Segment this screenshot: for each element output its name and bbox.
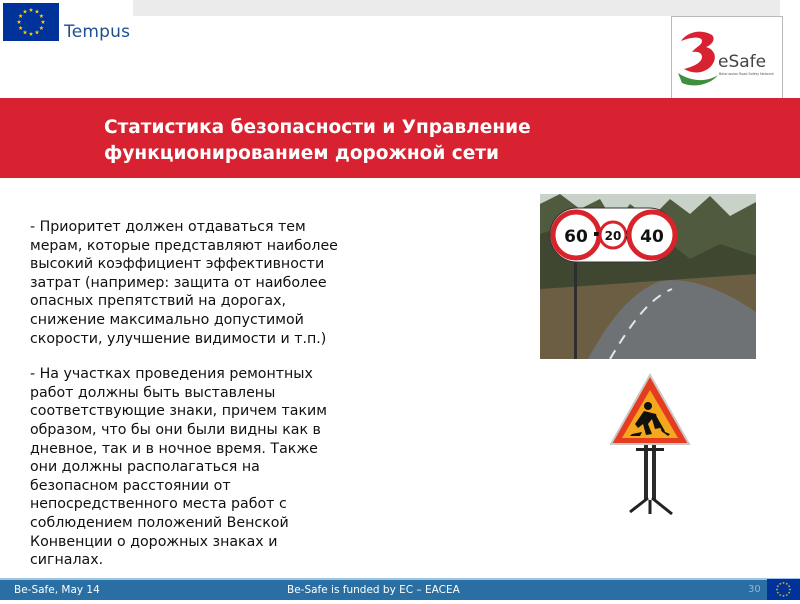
body-text <box>30 218 390 570</box>
eu-star-icon <box>788 585 790 587</box>
speed-sign-40-label: 40 <box>640 227 664 247</box>
text-line: мерам, которые представляют наиболее <box>30 237 338 254</box>
esafe-swoosh <box>678 73 718 85</box>
eu-star-icon <box>788 591 790 593</box>
text-line: соблюдением положений Венской <box>30 514 289 531</box>
eu-star-icon <box>777 591 779 593</box>
text-line: образом, что бы они были видны как в <box>30 421 321 438</box>
text-line: сигналах. <box>30 552 104 569</box>
road-photo <box>540 194 756 359</box>
footer-date: Be-Safe, May 14 <box>14 584 100 596</box>
eu-star-icon <box>18 26 22 30</box>
text-line: безопасном расстоянии от <box>30 477 231 494</box>
slide-title <box>104 115 664 167</box>
top-gray-bar <box>133 0 780 16</box>
road-photo-image <box>540 194 756 359</box>
eu-star-icon <box>18 14 22 18</box>
esafe-logo-graphic <box>672 17 782 99</box>
eu-star-icon <box>23 30 27 34</box>
text-line: затрат (например: защита от наиболее <box>30 274 327 291</box>
footer-eu-stars-icon <box>767 579 800 600</box>
roadworks-sign-icon <box>600 372 700 518</box>
eu-star-icon <box>782 582 784 584</box>
footer-eu-flag <box>767 579 800 600</box>
eu-star-icon <box>776 588 778 590</box>
tempus-logo-text: Tempus <box>64 22 131 42</box>
speed-sign-20-label: 20 <box>604 229 622 243</box>
paragraph-roadworks <box>30 365 390 570</box>
eu-star-icon <box>29 32 33 36</box>
roadworks-sign <box>600 372 700 518</box>
page-number: 30 <box>748 584 761 595</box>
esafe-subtitle: Belarussian Road Safety Network <box>719 72 774 76</box>
text-line: скорости, улучшение видимости и т.п.) <box>30 330 327 347</box>
eu-stars-icon <box>3 3 59 41</box>
eu-star-icon <box>35 9 39 13</box>
eu-star-icon <box>23 9 27 13</box>
eu-star-icon <box>789 588 791 590</box>
slide-title-line-1: Статистика безопасности и Управление <box>104 117 531 138</box>
eu-star-icon <box>17 20 21 24</box>
text-line: опасных препятствий на дорогах, <box>30 293 287 310</box>
paragraph-gap <box>30 348 390 365</box>
esafe-b-shape <box>681 32 715 73</box>
text-line: непосредственного места работ с <box>30 496 287 513</box>
footer-funding: Be-Safe is funded by EC – EACEA <box>287 584 460 596</box>
text-line: Конвенции о дорожных знаках и <box>30 533 278 550</box>
slide-title-line-2: функционированием дорожной сети <box>104 143 499 164</box>
text-line: - На участках проведения ремонтных <box>30 366 313 383</box>
eu-star-icon <box>35 30 39 34</box>
eu-star-icon <box>779 594 781 596</box>
eu-star-icon <box>29 8 33 12</box>
speed-sign-60-label: 60 <box>564 227 588 247</box>
eu-star-icon <box>39 14 43 18</box>
text-line: они должны располагаться на <box>30 459 260 476</box>
eu-star-icon <box>39 26 43 30</box>
text-line: снижение максимально допустимой <box>30 311 304 328</box>
footer-bar <box>0 578 800 600</box>
text-line: соответствующие знаки, причем таким <box>30 403 327 420</box>
eu-star-icon <box>779 583 781 585</box>
esafe-logo <box>671 16 783 100</box>
eu-star-icon <box>41 20 45 24</box>
footer-top-strip <box>0 578 800 580</box>
text-line: - Приоритет должен отдаваться тем <box>30 219 306 235</box>
eu-star-icon <box>782 595 784 597</box>
text-line: дневное, так и в ночное время. Также <box>30 440 318 457</box>
esafe-wordmark: eSafe <box>718 52 767 72</box>
paragraph-priority <box>30 218 390 348</box>
eu-star-icon <box>786 583 788 585</box>
eu-star-icon <box>777 585 779 587</box>
text-line: работ должны быть выставлены <box>30 384 276 401</box>
eu-star-icon <box>786 594 788 596</box>
text-line: высокий коэффициент эффективности <box>30 256 325 273</box>
eu-flag-logo <box>3 3 59 41</box>
